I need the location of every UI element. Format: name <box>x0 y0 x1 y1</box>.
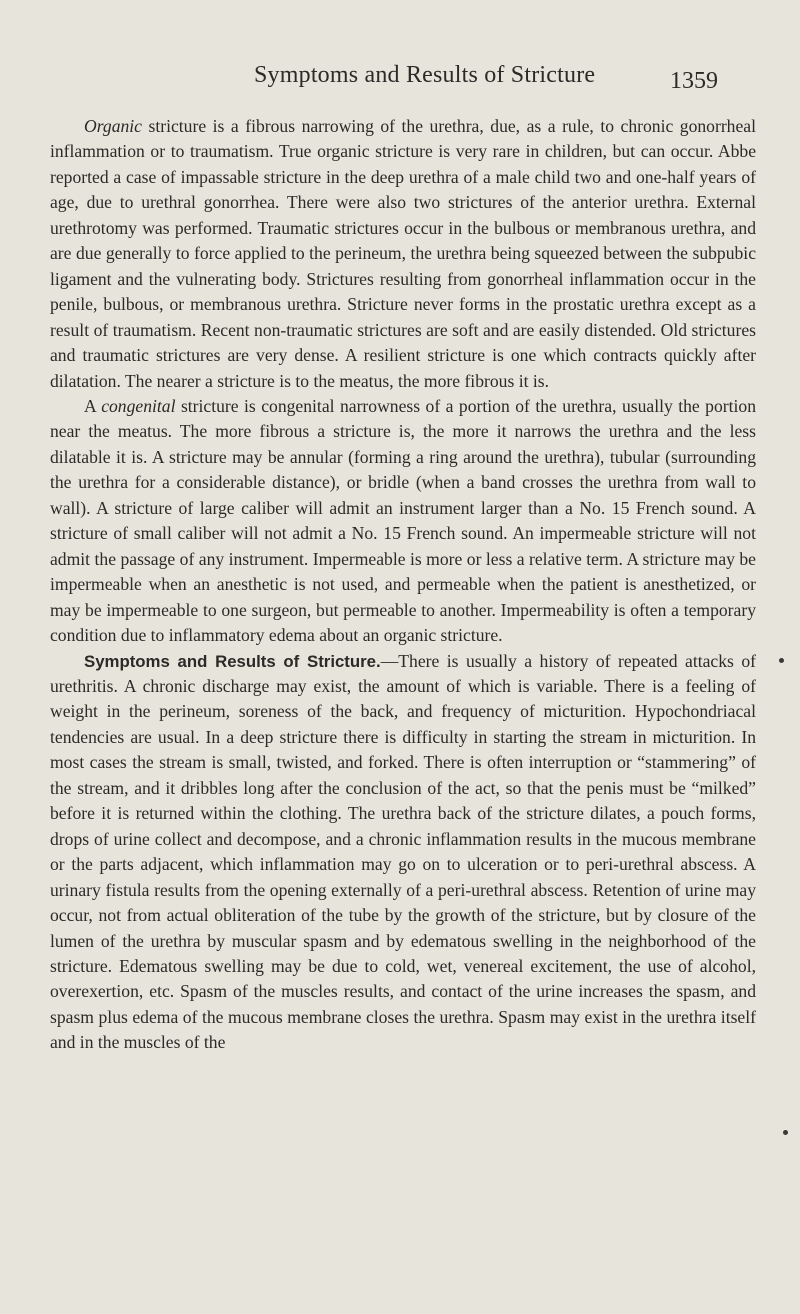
paragraph-congenital-stricture <box>50 394 756 649</box>
page-number: 1359 <box>670 68 718 94</box>
paragraph-lead: A <box>84 395 102 416</box>
margin-mark <box>783 1130 788 1135</box>
paragraph-text: stricture is congenital narrowness of a portion of the urethra, usually the portion near the meatus. The more fibrous a stricture is, the more it narrows the urethra and the less dilatable it is. A stricture may be annular (forming a ring around the urethra), tubular (surrounding the urethra for a considerable distance), or bridle (when a band crosses the urethra from wall to wall). A stricture of large caliber will admit an instrument larger than a No. 15 French sound. A stricture of small caliber will not admit a No. 15 French sound. An impermeable stricture will not admit the passage of any instrument. Impermeable is more or less a relative term. A stricture may be impermeable when an anesthetic is not used, and permeable when the patient is anesthetized, or may be impermeable to one surgeon, but permeable to another. Impermeability is often a temporary condition due to inflammatory edema about an organic stricture. <box>50 395 756 646</box>
paragraph-symptoms <box>50 649 756 1056</box>
body-text <box>50 114 756 1056</box>
running-head <box>0 62 800 102</box>
margin-mark <box>779 658 784 663</box>
term-organic: Organic <box>84 116 142 136</box>
paragraph-organic-stricture <box>50 114 756 394</box>
paragraph-text: stricture is a fibrous narrowing of the urethra, due, as a rule, to chronic gonorrheal inflammation or to traumatism. True organic stricture is very rare in children, but can occur. Abbe reported a case of impassable stricture in the deep urethra of a male child two and one-half years of age, due to urethral gonorrhea. There were also two strictures of the anterior urethra. External urethrotomy was performed. Traumatic strictures occur in the bulbous or membranous urethra, and are due generally to force applied to the perineum, the urethra being squeezed between the subpubic ligament and the vulnerating body. Strictures resulting from gonorrheal inflammation occur in the penile, bulbous, or membranous urethra. Stricture never forms in the prostatic urethra except as a result of traumatism. Recent non-traumatic strictures are soft and are easily distended. Old strictures and traumatic strictures are very dense. A resilient stricture is one which contracts quickly after dilatation. The nearer a stricture is to the meatus, the more fibrous it is. <box>50 116 756 391</box>
term-congenital: congenital <box>101 395 176 416</box>
paragraph-text: —There is usually a history of repeated attacks of urethritis. A chronic discharge may exist, the amount of which is variable. There is a feeling of weight in the perineum, soreness of the back, and frequency of micturition. Hypochondriacal tendencies are usual. In a deep stricture there is difficulty in starting the stream in micturition. In most cases the stream is small, twisted, and forked. There is often interruption or “stammering” of the stream, and it dribbles long after the conclusion of the act, so that the penis must be “milked” before it is returned within the clothing. The urethra back of the stricture dilates, a pouch forms, drops of urine collect and decompose, and a chronic inflammation results in the mucous membrane or the parts adjacent, which inflammation may go on to ulceration or to peri-urethral abscess. A urinary fistula results from the opening externally of a peri-urethral abscess. Retention of urine may occur, not from actual obliteration of the tube by the growth of the stricture, but by closure of the lumen of the urethra by muscular spasm and by edematous swelling in the neighborhood of the stricture. Edematous swelling may be due to cold, wet, venereal excitement, the use of alcohol, overexertion, etc. Spasm of the muscles results, and contact of the urine increases the spasm, and spasm plus edema of the mucous membrane closes the urethra. Spasm may exist in the urethra itself and in the muscles of the <box>50 650 757 1053</box>
section-heading: Symptoms and Results of Stricture. <box>84 651 381 671</box>
running-title: Symptoms and Results of Stricture <box>254 62 596 88</box>
